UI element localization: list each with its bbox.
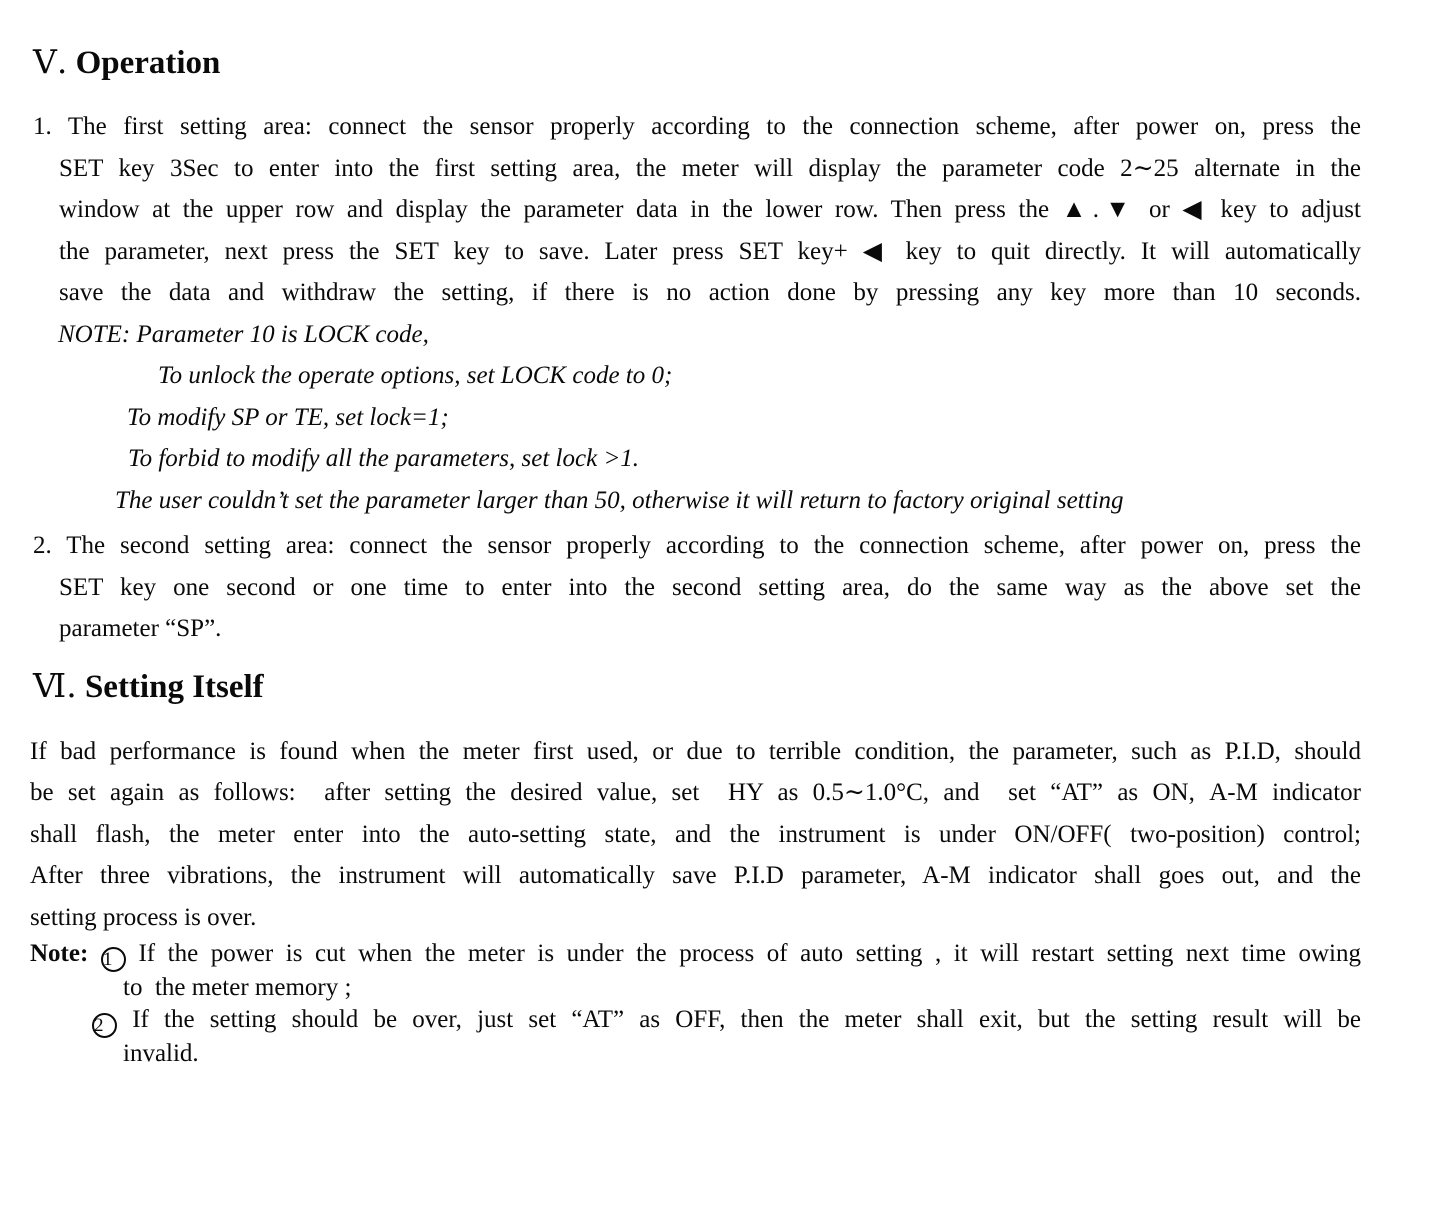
section-v-title: Operation (75, 45, 221, 81)
note-block (30, 938, 1361, 1070)
paragraph-line: SET key 3Sec to enter into the first setting area, the meter will display the parameter code 2∼25 alternate in the (59, 154, 1361, 182)
paragraph-line: save the data and withdraw the setting, if there is no action done by pressing any key more than 10 seconds. (59, 279, 1361, 306)
section-vi-title: Setting Itself (84, 668, 264, 705)
section-v-heading (33, 40, 1361, 85)
paragraph-line: window at the upper row and display the parameter data in the lower row. Then press the ▲.▼ or ◀ key to adjust (59, 196, 1361, 223)
paragraph-line: After three vibrations, the instrument will automatically save P.I.D parameter, A-M indicator shall goes out, and the (30, 862, 1361, 889)
section-vi-heading (33, 664, 1361, 709)
note-italic-line: To modify SP or TE, set lock=1; (127, 403, 449, 431)
note-italic-line: To forbid to modify all the parameters, set lock >1. (128, 445, 640, 472)
section-vi-numeral: Ⅵ. (33, 665, 77, 705)
circled-number-1: 1 (101, 947, 126, 972)
paragraph-line: If bad performance is found when the meter first used, or due to terrible condition, the parameter, such as P.I.D, should (30, 737, 1361, 765)
note-item-text: If the setting should be over, just set “AT” as OFF, then the meter shall exit, but the setting result will be (132, 1006, 1362, 1033)
note-italic-line: The user couldn’t set the parameter larger than 50, otherwise it will return to factory original setting (115, 486, 1124, 514)
note-item-2-line-2: invalid. (123, 1040, 199, 1067)
note-item-1-line-1 (30, 938, 1361, 972)
note-italic-line: To unlock the operate options, set LOCK code to 0; (158, 362, 673, 389)
paragraph-line: parameter “SP”. (59, 615, 222, 642)
paragraph-line: SET key one second or one time to enter into the second setting area, do the same way as the above set the (59, 573, 1361, 601)
note-item-2-line-1 (92, 1004, 1361, 1038)
paragraph-line: 2. The second setting area: connect the sensor properly according to the connection scheme, after power on, press the (33, 532, 1361, 559)
paragraph-line: be set again as follows: after setting the desired value, set HY as 0.5∼1.0°C, and set “AT” as ON, A-M indicator (30, 779, 1361, 806)
paragraph-line: shall flash, the meter enter into the auto-setting state, and the instrument is under ON/OFF( two-position) control; (30, 820, 1361, 848)
note-item-text: If the power is cut when the meter is under the process of auto setting , it will restart setting next time owing (138, 940, 1362, 967)
paragraph-line: the parameter, next press the SET key to save. Later press SET key+ ◀ key to quit directly. It will automatically (59, 237, 1361, 265)
paragraph-line: 1. The first setting area: connect the sensor properly according to the connection scheme, after power on, press the (33, 113, 1361, 140)
paragraph-line: setting process is over. (30, 903, 257, 931)
numbered-paragraph-2 (33, 525, 1361, 650)
lock-code-note (33, 314, 1361, 522)
note-italic-line: NOTE: Parameter 10 is LOCK code, (58, 320, 429, 348)
setting-itself-paragraph (30, 731, 1361, 939)
circled-number-2: 2 (92, 1013, 117, 1038)
note-label: Note: (30, 940, 89, 967)
note-item-1-line-2: to the meter memory ; (123, 974, 352, 1001)
section-v-numeral: Ⅴ. (33, 42, 68, 81)
numbered-paragraph-1 (33, 106, 1361, 314)
